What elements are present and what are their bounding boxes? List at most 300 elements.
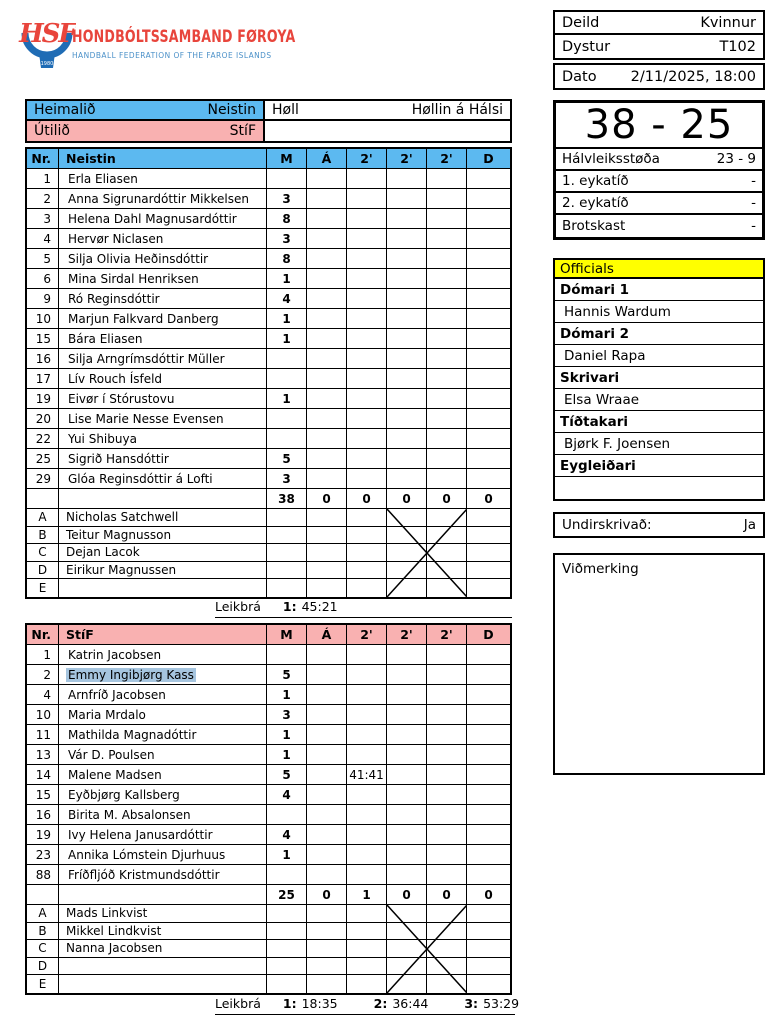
empty-cell	[307, 579, 347, 597]
empty-cell	[427, 940, 467, 957]
official-role: Dómari 1	[555, 279, 763, 301]
official-name: Bjørk F. Joensen	[555, 433, 763, 455]
player-name: Mina Sirdal Henriksen	[68, 271, 199, 286]
goals-cell: 5	[267, 665, 307, 684]
period-time	[464, 996, 519, 1011]
suspension1-cell	[347, 289, 387, 308]
official-role: Skrivari	[555, 367, 763, 389]
player-name-cell	[59, 825, 267, 844]
col-nr: Nr.	[27, 149, 59, 168]
empty-cell	[267, 905, 307, 922]
info-row-dystur	[555, 35, 763, 58]
player-row	[27, 409, 510, 429]
home-team-cell	[27, 101, 265, 119]
player-row	[27, 429, 510, 449]
empty-cell	[59, 885, 267, 904]
period-number: 1:	[282, 599, 297, 614]
away-staff-rows	[27, 905, 510, 993]
hall-name: Høllin á Hálsi	[411, 102, 503, 118]
dq-cell	[467, 429, 510, 448]
player-row	[27, 825, 510, 845]
empty-cell	[427, 527, 467, 544]
goals-cell: 5	[267, 765, 307, 784]
player-name: Anna Sigrunardóttir Mikkelsen	[68, 191, 249, 206]
suspension2-cell	[387, 725, 427, 744]
total-dq: 0	[484, 491, 493, 506]
dq-cell	[467, 825, 510, 844]
dq-cell	[467, 785, 510, 804]
empty-cell	[467, 579, 510, 597]
empty-cell	[307, 923, 347, 940]
suspension1-cell	[347, 825, 387, 844]
goals-cell	[267, 865, 307, 884]
player-number: 1	[27, 169, 59, 188]
warning-cell	[307, 329, 347, 348]
total-2min-3: 0	[427, 885, 467, 904]
empty-cell	[347, 562, 387, 579]
goals-cell: 8	[267, 249, 307, 268]
dq-cell	[467, 189, 510, 208]
player-name: Marjun Falkvard Danberg	[68, 311, 219, 326]
staff-row	[27, 940, 510, 958]
player-row	[27, 169, 510, 189]
suspension2-cell	[387, 409, 427, 428]
empty-cell	[267, 923, 307, 940]
player-row	[27, 765, 510, 785]
empty-cell	[347, 958, 387, 975]
player-number: 22	[27, 429, 59, 448]
player-row	[27, 229, 510, 249]
empty-cell	[467, 940, 510, 957]
player-row	[27, 289, 510, 309]
player-row	[27, 645, 510, 665]
player-number: 4	[27, 229, 59, 248]
dq-cell	[467, 369, 510, 388]
suspension3-cell	[427, 665, 467, 684]
goals-cell: 8	[267, 209, 307, 228]
suspension2-cell	[387, 705, 427, 724]
suspension1-cell	[347, 229, 387, 248]
player-number: 4	[27, 685, 59, 704]
player-number: 20	[27, 409, 59, 428]
officials-rows	[555, 279, 763, 499]
suspension2-cell	[387, 805, 427, 824]
goals-cell: 1	[267, 685, 307, 704]
suspension1-cell	[347, 685, 387, 704]
empty-cell	[347, 940, 387, 957]
goals-cell	[267, 349, 307, 368]
empty-cell	[387, 579, 427, 597]
empty-cell	[347, 544, 387, 561]
suspension2-cell	[387, 269, 427, 288]
empty-cell	[427, 958, 467, 975]
warning-cell	[307, 289, 347, 308]
player-name: Erla Eliasen	[68, 171, 138, 186]
player-name: Annika Lómstein Djurhuus	[68, 847, 226, 862]
suspension2-cell	[387, 449, 427, 468]
suspension2-cell	[387, 309, 427, 328]
suspension1-cell	[347, 209, 387, 228]
away-totals-row	[27, 885, 510, 905]
empty-cell	[307, 509, 347, 526]
final-score: 38 - 25	[556, 103, 762, 149]
empty-cell	[467, 923, 510, 940]
empty-cell	[427, 975, 467, 993]
leikbra-entries	[283, 996, 519, 1011]
period-value: 18:35	[301, 996, 338, 1011]
dq-cell	[467, 449, 510, 468]
suspension1-cell	[347, 329, 387, 348]
player-name: Emmy Ingibjørg Kass	[68, 667, 194, 682]
suspension1-cell	[347, 449, 387, 468]
staff-row	[27, 905, 510, 923]
player-name: Silja Arngrímsdóttir Müller	[68, 351, 225, 366]
warning-cell	[307, 825, 347, 844]
period-value: 53:29	[483, 996, 520, 1011]
staff-row	[27, 544, 510, 562]
player-name-cell	[59, 685, 267, 704]
official-role: Tíðtakari	[555, 411, 763, 433]
warning-cell	[307, 249, 347, 268]
staff-name	[59, 975, 267, 993]
player-row	[27, 249, 510, 269]
suspension2-cell	[387, 189, 427, 208]
suspension1-cell	[347, 865, 387, 884]
official-name: Daniel Rapa	[555, 345, 763, 367]
player-name: Sigrið Hansdóttir	[68, 451, 169, 466]
player-row	[27, 785, 510, 805]
player-number: 5	[27, 249, 59, 268]
dq-cell	[467, 409, 510, 428]
empty-cell	[347, 579, 387, 597]
empty-cell	[307, 975, 347, 993]
warning-cell	[307, 389, 347, 408]
col-2min-3: 2'	[427, 149, 467, 168]
official-name: Elsa Wraae	[555, 389, 763, 411]
col-2min-1: 2'	[347, 149, 387, 168]
total-2min-1: 1	[347, 885, 387, 904]
empty-cell	[267, 527, 307, 544]
suspension3-cell	[427, 309, 467, 328]
suspension1-cell	[347, 369, 387, 388]
empty-cell	[267, 562, 307, 579]
player-name-cell	[59, 865, 267, 884]
suspension3-cell	[427, 825, 467, 844]
player-row	[27, 329, 510, 349]
suspension1-cell	[347, 845, 387, 864]
col-warning: Á	[307, 149, 347, 168]
suspension1-cell	[347, 645, 387, 664]
empty-cell	[427, 509, 467, 526]
warning-cell	[307, 229, 347, 248]
dq-cell	[467, 309, 510, 328]
suspension3-cell	[427, 409, 467, 428]
player-number: 11	[27, 725, 59, 744]
player-number: 1	[27, 645, 59, 664]
warning-cell	[307, 209, 347, 228]
info-value: Kvinnur	[700, 14, 756, 31]
suspension2-cell	[387, 765, 427, 784]
hall-cell	[265, 101, 510, 119]
info-label: Dato	[562, 68, 597, 85]
total-warnings: 0	[307, 489, 347, 508]
staff-row	[27, 975, 510, 993]
col-goals: M	[267, 625, 307, 644]
player-name-cell	[59, 329, 267, 348]
staff-name	[59, 958, 267, 975]
player-row	[27, 449, 510, 469]
overtime2-label: 2. eykatíð	[562, 195, 629, 211]
empty-cell	[387, 509, 427, 526]
officials-title: Officials	[555, 260, 763, 279]
player-name-cell	[59, 189, 267, 208]
info-value: T102	[719, 38, 756, 55]
suspension3-cell	[427, 449, 467, 468]
away-roster-table	[25, 623, 512, 995]
suspension2-cell	[387, 289, 427, 308]
empty-cell	[267, 940, 307, 957]
player-number: 19	[27, 389, 59, 408]
goals-cell: 1	[267, 725, 307, 744]
halftime-value: 23 - 9	[716, 151, 756, 167]
empty-cell	[307, 562, 347, 579]
overtime1-row	[556, 171, 762, 193]
suspension1-cell	[347, 349, 387, 368]
suspension3-cell	[427, 249, 467, 268]
staff-letter: D	[27, 562, 59, 579]
official-name: Hannis Wardum	[555, 301, 763, 323]
period-number: 3:	[464, 996, 479, 1011]
suspension3-cell	[427, 705, 467, 724]
empty-cell	[267, 544, 307, 561]
empty-cell	[387, 905, 427, 922]
empty-cell	[307, 527, 347, 544]
player-number: 10	[27, 705, 59, 724]
player-name: Ivy Helena Janusardóttir	[68, 827, 213, 842]
home-staff-rows	[27, 509, 510, 597]
suspension1-cell	[347, 309, 387, 328]
goals-cell: 3	[267, 705, 307, 724]
suspension3-cell	[427, 169, 467, 188]
penalty-value: -	[751, 218, 756, 234]
player-name-cell	[59, 389, 267, 408]
staff-letter: B	[27, 923, 59, 940]
suspension3-cell	[427, 725, 467, 744]
warning-cell	[307, 645, 347, 664]
player-number: 15	[27, 785, 59, 804]
empty-cell	[307, 940, 347, 957]
home-label: Heimalið	[34, 102, 96, 118]
suspension3-cell	[427, 805, 467, 824]
empty-cell	[427, 544, 467, 561]
empty-cell	[467, 905, 510, 922]
warning-cell	[307, 449, 347, 468]
remarks-label: Viðmerking	[562, 561, 639, 577]
empty-cell	[307, 958, 347, 975]
staff-row	[27, 579, 510, 597]
warning-cell	[307, 349, 347, 368]
empty-cell	[467, 544, 510, 561]
player-name: Katrin Jacobsen	[68, 647, 162, 662]
dq-cell	[467, 665, 510, 684]
suspension3-cell	[427, 289, 467, 308]
player-name: Yui Shibuya	[68, 431, 137, 446]
suspension3-cell	[427, 865, 467, 884]
overtime2-value: -	[751, 195, 756, 211]
staff-letter: C	[27, 940, 59, 957]
player-row	[27, 665, 510, 685]
col-2min-2: 2'	[387, 149, 427, 168]
total-dq: 0	[484, 887, 493, 902]
player-name-cell	[59, 725, 267, 744]
federation-name-block	[72, 27, 374, 60]
overtime1-value: -	[751, 173, 756, 189]
empty-cell	[427, 923, 467, 940]
player-name-cell	[59, 785, 267, 804]
halftime-label: Hálvleiksstøða	[562, 151, 660, 167]
suspension2-cell	[387, 329, 427, 348]
player-name-cell	[59, 805, 267, 824]
dq-cell	[467, 765, 510, 784]
home-totals-row	[27, 489, 510, 509]
suspension2-cell	[387, 685, 427, 704]
leikbra-label: Leikbrá	[215, 599, 261, 614]
suspension1-cell	[347, 705, 387, 724]
away-team-name: StíF	[229, 123, 256, 139]
warning-cell	[307, 169, 347, 188]
empty-cell	[467, 527, 510, 544]
staff-name: Nicholas Satchwell	[59, 509, 267, 526]
suspension2-cell	[387, 169, 427, 188]
away-player-rows	[27, 645, 510, 885]
col-2min-3: 2'	[427, 625, 467, 644]
goals-cell: 4	[267, 785, 307, 804]
player-name-cell	[59, 745, 267, 764]
col-2min-2: 2'	[387, 625, 427, 644]
suspension2-cell	[387, 645, 427, 664]
teams-header	[25, 99, 512, 143]
player-name: Silja Olivia Heðinsdóttir	[68, 251, 209, 266]
goals-cell: 1	[267, 745, 307, 764]
player-number: 2	[27, 665, 59, 684]
staff-letter: A	[27, 509, 59, 526]
player-name: Lise Marie Nesse Evensen	[68, 411, 224, 426]
suspension1-cell	[347, 269, 387, 288]
goals-cell: 3	[267, 229, 307, 248]
suspension3-cell	[427, 369, 467, 388]
suspension3-cell	[427, 685, 467, 704]
player-number: 3	[27, 209, 59, 228]
total-goals: 25	[267, 885, 307, 904]
period-time	[283, 599, 338, 614]
empty-cell	[387, 975, 427, 993]
federation-subtitle: HANDBALL FEDERATION OF THE FAROE ISLANDS	[72, 51, 272, 60]
staff-name: Teitur Magnusson	[59, 527, 267, 544]
info-label: Dystur	[562, 38, 611, 55]
player-name-cell	[59, 429, 267, 448]
goals-cell: 1	[267, 269, 307, 288]
suspension3-cell	[427, 469, 467, 488]
away-label: Útilið	[34, 123, 70, 139]
player-number: 16	[27, 805, 59, 824]
player-row	[27, 845, 510, 865]
empty-cell	[467, 975, 510, 993]
suspension2-cell	[387, 209, 427, 228]
player-name: Mathilda Magnadóttir	[68, 727, 197, 742]
player-number: 25	[27, 449, 59, 468]
staff-name: Eirikur Magnussen	[59, 562, 267, 579]
empty-cell	[347, 527, 387, 544]
suspension3-cell	[427, 209, 467, 228]
player-name-cell	[59, 645, 267, 664]
player-name-cell	[59, 449, 267, 468]
col-goals: M	[267, 149, 307, 168]
home-roster-table	[25, 147, 512, 599]
suspension3-cell	[427, 189, 467, 208]
suspension1-cell	[347, 665, 387, 684]
col-dq: D	[467, 149, 510, 168]
dq-cell	[467, 745, 510, 764]
player-number: 17	[27, 369, 59, 388]
suspension2-cell	[387, 469, 427, 488]
dq-cell	[467, 269, 510, 288]
staff-row	[27, 958, 510, 976]
player-name: Malene Madsen	[68, 767, 162, 782]
empty-cell	[387, 527, 427, 544]
player-name: Arnfríð Jacobsen	[68, 687, 166, 702]
warning-cell	[307, 725, 347, 744]
empty-cell	[27, 885, 59, 904]
dq-cell	[467, 329, 510, 348]
warning-cell	[307, 665, 347, 684]
suspension3-cell	[427, 389, 467, 408]
hsf-logo-icon	[18, 6, 76, 74]
col-2min-1: 2'	[347, 625, 387, 644]
goals-cell	[267, 645, 307, 664]
suspension2-cell	[387, 369, 427, 388]
player-number: 10	[27, 309, 59, 328]
suspension1-cell	[347, 409, 387, 428]
suspension3-cell	[427, 349, 467, 368]
goals-cell	[267, 805, 307, 824]
player-name-cell	[59, 169, 267, 188]
empty-cell	[347, 923, 387, 940]
staff-name: Mads Linkvist	[59, 905, 267, 922]
suspension1-cell	[347, 469, 387, 488]
leikbra-entries	[283, 599, 338, 614]
total-2min-2: 0	[387, 489, 427, 508]
total-2min-3: 0	[427, 489, 467, 508]
suspension3-cell	[427, 269, 467, 288]
player-number: 88	[27, 865, 59, 884]
player-number: 19	[27, 825, 59, 844]
overtime1-label: 1. eykatíð	[562, 173, 629, 189]
home-team-name: Neistin	[207, 102, 256, 118]
player-name-cell	[59, 409, 267, 428]
player-number: 14	[27, 765, 59, 784]
goals-cell: 3	[267, 469, 307, 488]
warning-cell	[307, 805, 347, 824]
staff-letter: B	[27, 527, 59, 544]
warning-cell	[307, 765, 347, 784]
empty-cell	[347, 509, 387, 526]
player-name-cell	[59, 269, 267, 288]
player-number: 29	[27, 469, 59, 488]
empty-cell	[387, 958, 427, 975]
empty-cell	[467, 509, 510, 526]
staff-letter: D	[27, 958, 59, 975]
dq-cell	[467, 805, 510, 824]
